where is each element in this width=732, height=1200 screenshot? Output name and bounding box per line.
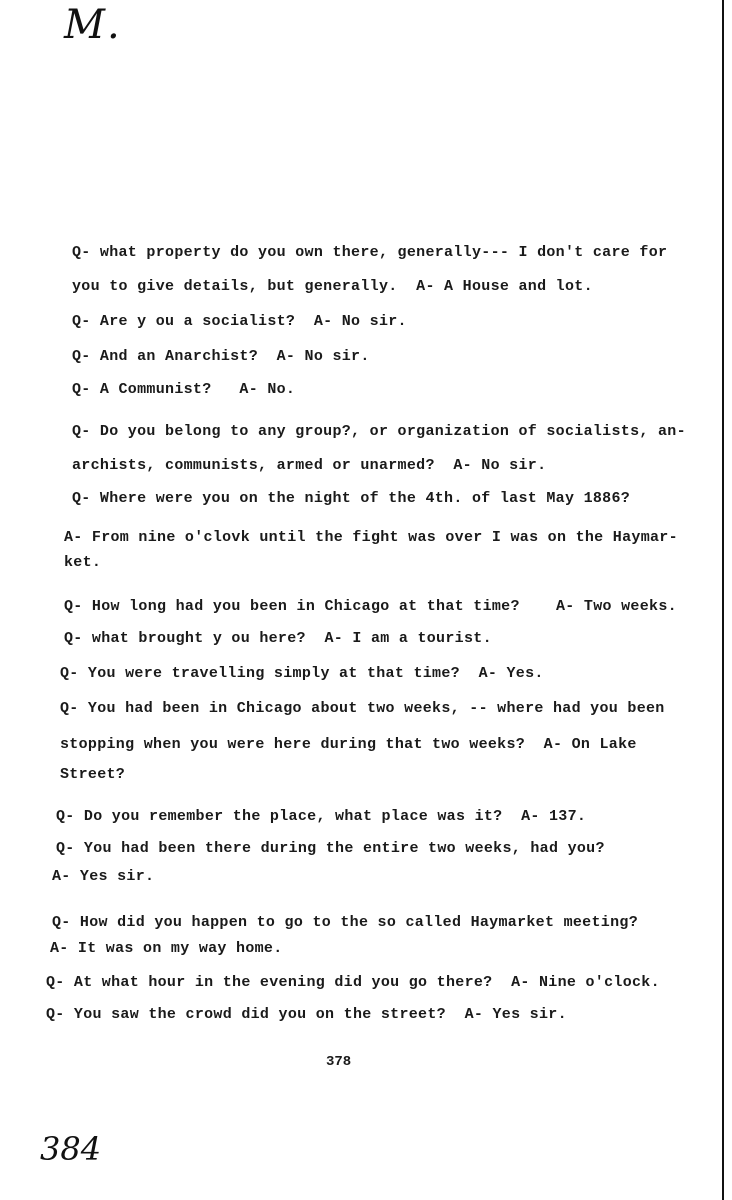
handwritten-initial: M. bbox=[64, 2, 122, 48]
transcript-line bbox=[0, 554, 732, 584]
line-text: Q- How did you happen to go to the so called Haymarket meeting? bbox=[52, 914, 638, 931]
transcript-line bbox=[0, 766, 732, 796]
transcript-line bbox=[0, 278, 732, 308]
line-text: Q- Do you belong to any group?, or organization of socialists, an- bbox=[72, 423, 686, 440]
page-number: 378 bbox=[326, 1054, 352, 1070]
line-text: archists, communists, armed or unarmed? A- No sir. bbox=[72, 457, 547, 474]
transcript-line bbox=[0, 490, 732, 520]
line-text: Q- Where were you on the night of the 4th. of last May 1886? bbox=[72, 490, 631, 507]
line-text: Q- Are y ou a socialist? A- No sir. bbox=[72, 313, 407, 330]
line-text: Q- Do you remember the place, what place was it? A- 137. bbox=[56, 808, 587, 825]
line-text: A- From nine o'clovk until the fight was over I was on the Haymar- bbox=[64, 529, 678, 546]
line-text: Q- You had been there during the entire two weeks, had you? bbox=[56, 840, 605, 857]
transcript-line bbox=[0, 381, 732, 411]
transcript-line bbox=[0, 868, 732, 898]
line-text: ket. bbox=[64, 554, 102, 571]
line-text: Q- You saw the crowd did you on the street? A- Yes sir. bbox=[46, 1006, 567, 1023]
transcript-line bbox=[0, 1006, 732, 1036]
line-text: Q- You were travelling simply at that time? A- Yes. bbox=[60, 665, 544, 682]
line-answer: A- Two weeks. bbox=[556, 598, 677, 615]
transcript-line bbox=[0, 808, 732, 838]
line-text: Q- what brought y ou here? A- I am a tourist. bbox=[64, 630, 492, 647]
line-text: Q- what property do you own there, generally--- I don't care for bbox=[72, 244, 668, 261]
transcript-line bbox=[0, 457, 732, 487]
line-text: you to give details, but generally. A- A House and lot. bbox=[72, 278, 593, 295]
transcript-line bbox=[0, 665, 732, 695]
transcript-line bbox=[0, 630, 732, 660]
line-text: Street? bbox=[60, 766, 126, 783]
line-text: A- Yes sir. bbox=[52, 868, 155, 885]
transcript-line bbox=[0, 423, 732, 453]
transcript-line bbox=[0, 313, 732, 343]
line-text: Q- And an Anarchist? A- No sir. bbox=[72, 348, 370, 365]
line-text: A- It was on my way home. bbox=[50, 940, 283, 957]
handwritten-folio-number: 384 bbox=[40, 1130, 102, 1168]
transcript-line bbox=[0, 348, 732, 378]
transcript-line bbox=[0, 840, 732, 870]
line-text: Q- A Communist? A- No. bbox=[72, 381, 296, 398]
transcript-line bbox=[0, 974, 732, 1004]
transcript-line bbox=[0, 736, 732, 766]
line-text: Q- You had been in Chicago about two weeks, -- where had you been bbox=[60, 700, 665, 717]
transcript-line bbox=[0, 244, 732, 274]
transcript-line bbox=[0, 598, 732, 628]
line-text: stopping when you were here during that two weeks? A- On Lake bbox=[60, 736, 637, 753]
transcript-line bbox=[0, 700, 732, 730]
transcript-line bbox=[0, 940, 732, 970]
line-text: Q- How long had you been in Chicago at that time? bbox=[64, 598, 520, 615]
line-text: Q- At what hour in the evening did you go there? A- Nine o'clock. bbox=[46, 974, 660, 991]
